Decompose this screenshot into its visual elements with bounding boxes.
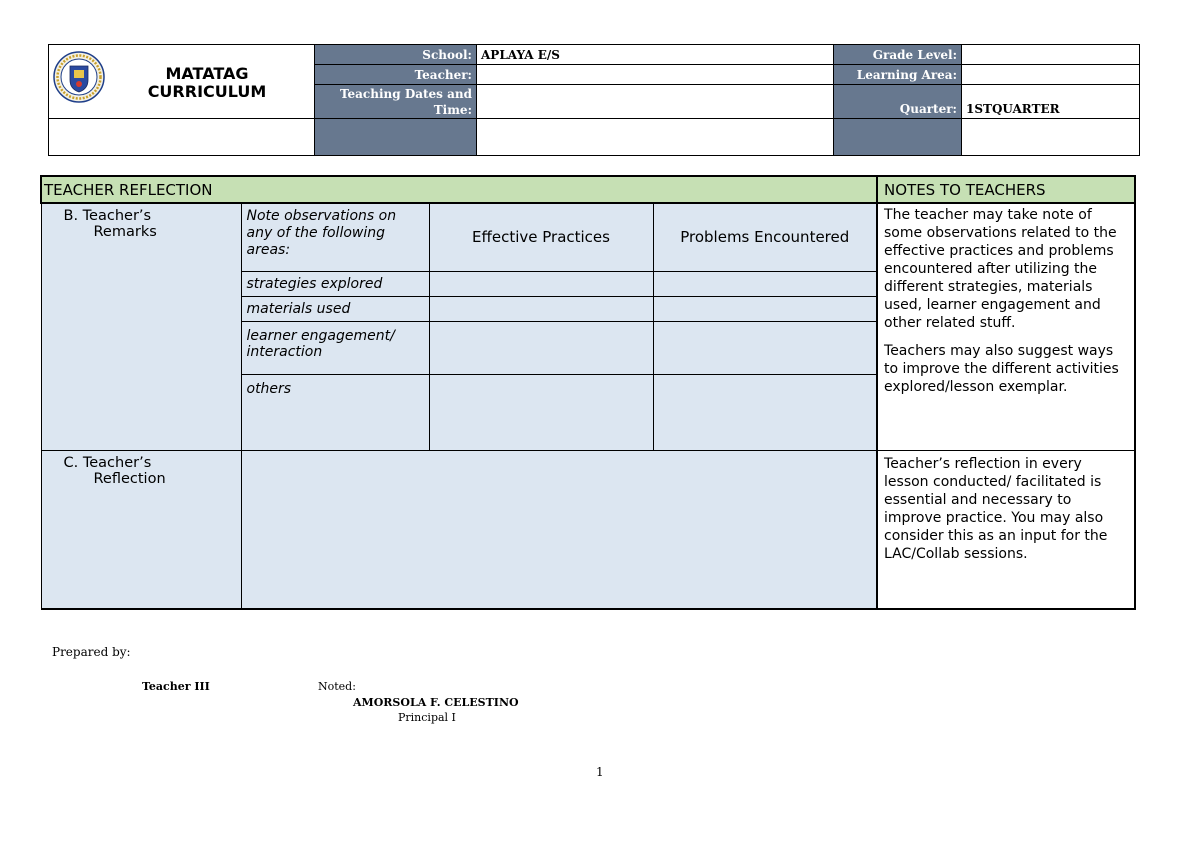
teacher-remarks-label	[41, 203, 241, 450]
page-number: 1	[596, 765, 604, 779]
teacher-value[interactable]	[477, 65, 834, 85]
engagement-problems-cell[interactable]	[653, 321, 877, 374]
notes-remarks-paragraph-1: The teacher may take note of some observations related to the effective practices and problems encountered after utilizing the different strategies, materials used, learner engagement and other related stuff.	[884, 207, 1117, 331]
principal-name: AMORSOLA F. CELESTINO	[353, 696, 519, 709]
notes-reflection: Teacher’s reflection in every lesson conducted/ facilitated is essential and necessary to improve practice. You may also consider this as an input for the LAC/Collab sessions.	[877, 450, 1135, 609]
school-label: School:	[315, 45, 477, 65]
curriculum-title	[121, 65, 293, 101]
notes-to-teachers-heading: NOTES TO TEACHERS	[877, 176, 1135, 203]
reflection-table	[40, 175, 1136, 610]
reflection-label-2: Reflection	[93, 470, 166, 487]
strategies-problems-cell[interactable]	[653, 271, 877, 296]
teacher-reflection-input[interactable]	[241, 450, 877, 609]
noted-label: Noted:	[318, 680, 356, 693]
blank-cell	[477, 119, 834, 156]
row-learner-engagement: learner engagement/ interaction	[241, 321, 429, 374]
materials-effective-cell[interactable]	[429, 296, 653, 321]
blank-cell	[49, 119, 315, 156]
curriculum-line2: CURRICULUM	[147, 82, 267, 101]
quarter-value[interactable]: 1STQUARTER	[962, 85, 1140, 119]
row-strategies-explored: strategies explored	[241, 271, 429, 296]
logo-cell	[49, 45, 315, 119]
grade-level-label: Grade Level:	[834, 45, 962, 65]
engagement-effective-cell[interactable]	[429, 321, 653, 374]
teaching-dates-label-2: Time:	[433, 102, 472, 117]
prepared-by-label: Prepared by:	[52, 645, 131, 659]
blank-cell	[962, 119, 1140, 156]
quarter-label: Quarter:	[834, 85, 962, 119]
materials-problems-cell[interactable]	[653, 296, 877, 321]
observation-note: Note observations on any of the following areas:	[241, 203, 429, 271]
curriculum-line1: MATATAG	[165, 64, 249, 83]
teacher-reflection-heading: TEACHER REFLECTION	[41, 176, 877, 203]
row-materials-used: materials used	[241, 296, 429, 321]
strategies-effective-cell[interactable]	[429, 271, 653, 296]
effective-practices-header: Effective Practices	[429, 203, 653, 271]
principal-title: Principal I	[398, 711, 456, 724]
grade-level-value[interactable]	[962, 45, 1140, 65]
row-others: others	[241, 374, 429, 450]
teacher-label: Teacher:	[315, 65, 477, 85]
remarks-label-2: Remarks	[93, 224, 157, 240]
school-value[interactable]: APLAYA E/S	[477, 45, 834, 65]
others-problems-cell[interactable]	[653, 374, 877, 450]
reflection-label-1: C. Teacher’s	[63, 454, 152, 471]
problems-encountered-header: Problems Encountered	[653, 203, 877, 271]
others-effective-cell[interactable]	[429, 374, 653, 450]
notes-remarks-paragraph-2: Teachers may also suggest ways to improve the different activities explored/lesson exemplar.	[884, 343, 1119, 395]
notes-remarks	[877, 203, 1135, 450]
blank-gray-cell	[834, 119, 962, 156]
teaching-dates-label-1: Teaching Dates and	[339, 86, 472, 101]
learning-area-label: Learning Area:	[834, 65, 962, 85]
learning-area-value[interactable]	[962, 65, 1140, 85]
teaching-dates-label	[315, 85, 477, 119]
teacher-reflection-label	[41, 450, 241, 609]
remarks-label-1: B. Teacher’s	[63, 208, 152, 224]
teacher-title: Teacher III	[142, 680, 210, 693]
header-table	[48, 44, 1140, 156]
deped-seal-icon	[53, 51, 105, 103]
blank-gray-cell	[315, 119, 477, 156]
teaching-dates-value[interactable]	[477, 85, 834, 119]
